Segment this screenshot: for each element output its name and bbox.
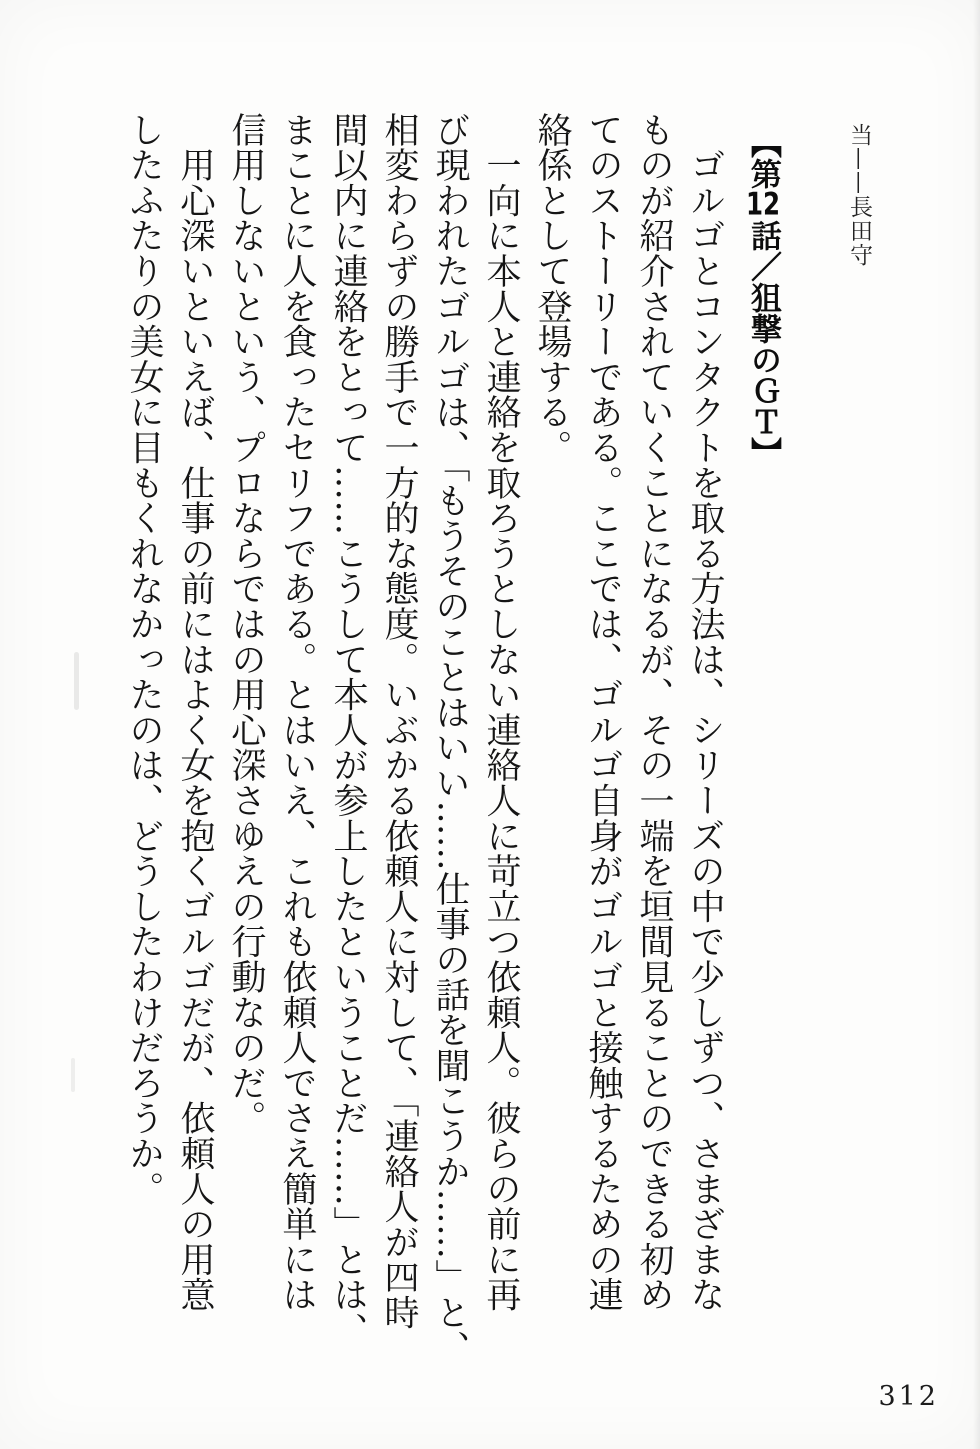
text-column: 間以内に連絡をとって……こうして本人が参上したということだ……」とは、 (328, 112, 368, 1348)
text-column: 用心深いといえば、仕事の前にはよく女を抱くゴルゴだが、依頼人の用意 (175, 112, 215, 1313)
scan-edge-shadow (973, 0, 980, 1449)
scan-artifact (74, 652, 79, 710)
text-column: したふたりの美女に目もくれなかったのは、どうしたわけだろうか。 (124, 112, 164, 1207)
chapter-title-open: 【第 (745, 127, 781, 189)
text-column: 一向に本人と連絡を取ろうとしない連絡人に苛立つ依頼人。彼らの前に再 (481, 112, 521, 1313)
page-number: 312 (878, 1381, 939, 1412)
text-column: 絡係として登場する。 (532, 112, 572, 465)
body-text (118, 112, 730, 1366)
chapter-title-rest: 話／狙撃のＧＴ】 (745, 220, 781, 468)
text-column: び現われたゴルゴは、「もうそのことはいい……仕事の話を聞こうか……」と、 (430, 112, 470, 1366)
scan-artifact (71, 1058, 75, 1092)
text-column: てのストーリーである。ここでは、ゴルゴ自身がゴルゴと接触するための連 (583, 112, 623, 1313)
text-column: まことに人を食ったセリフである。とはいえ、これも依頼人でさえ簡単には (277, 112, 317, 1313)
chapter-title (740, 127, 786, 468)
text-column: ゴルゴとコンタクトを取る方法は、シリーズの中で少しずつ、さまざまな (685, 112, 725, 1313)
text-column: 信用しないという、プロならではの用心深さゆえの行動なのだ。 (226, 112, 266, 1136)
text-column: ものが紹介されていくことになるが、その一端を垣間見ることのできる初め (634, 112, 674, 1313)
episode-number: 12 (745, 189, 781, 220)
text-column: 相変わらずの勝手で一方的な態度。いぶかる依頼人に対して、「連絡人が四時 (379, 112, 419, 1330)
running-header: 当——長田守 (846, 123, 872, 267)
